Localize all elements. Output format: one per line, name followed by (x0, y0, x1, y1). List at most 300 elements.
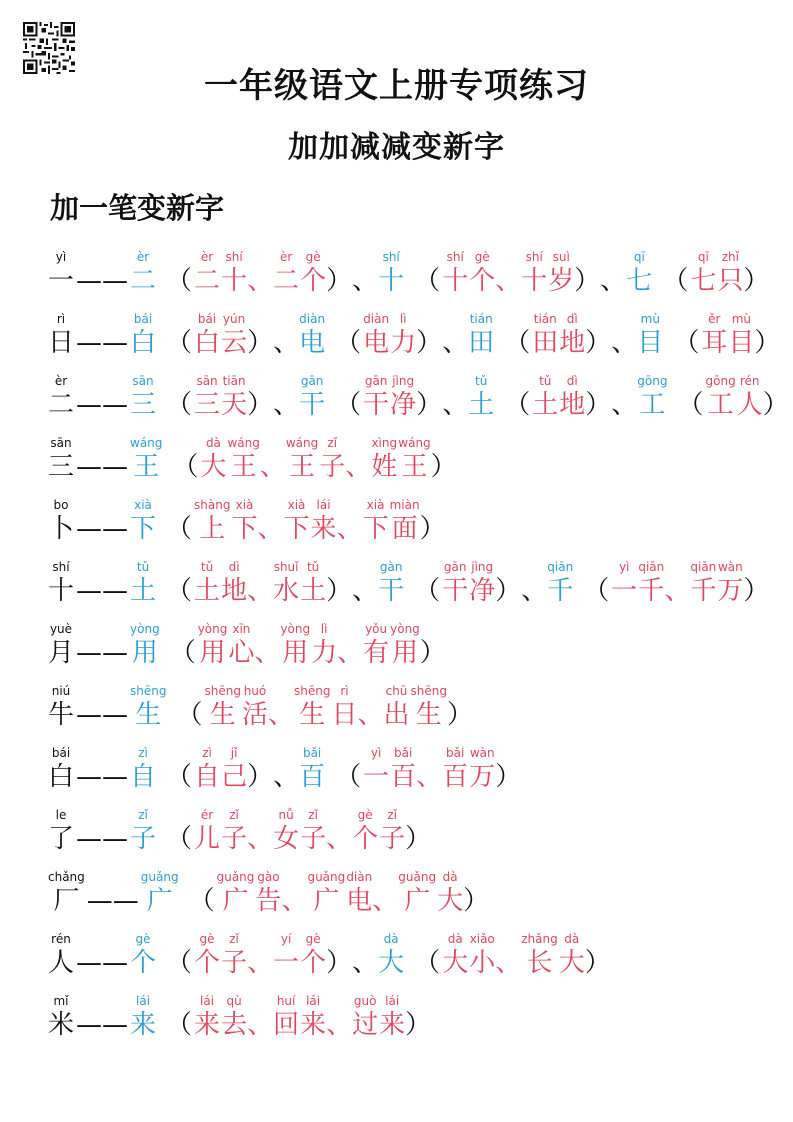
example-word (284, 498, 337, 546)
close-paren: ） (405, 1010, 432, 1040)
example-word (398, 870, 463, 918)
open-paren: （ (414, 576, 441, 606)
pinyin: guǎng (140, 870, 179, 884)
word-character (521, 250, 547, 298)
pinyin: gè (305, 932, 321, 946)
word-separator: 、 (357, 700, 384, 730)
pinyin: gān (443, 560, 467, 574)
close-paren: ） (584, 948, 611, 978)
pinyin: sān (50, 436, 72, 450)
example-word (363, 746, 416, 794)
example-word (194, 374, 247, 422)
hanzi: 了 (48, 824, 75, 854)
new-character (141, 870, 179, 918)
hanzi: 子 (221, 824, 248, 854)
word-character (280, 622, 310, 670)
example-word (521, 250, 574, 298)
new-character (626, 250, 652, 298)
pinyin: xiǎo (469, 932, 495, 946)
pinyin: rì (56, 312, 66, 326)
word-character (398, 436, 430, 484)
hanzi: 人 (48, 948, 75, 978)
new-character (299, 374, 325, 422)
dash-separator: —— (76, 514, 129, 544)
pinyin: tǔ (136, 560, 150, 574)
hanzi: 田 (532, 328, 559, 358)
hanzi: 万 (469, 762, 496, 792)
group-separator: 、 (521, 576, 548, 606)
close-paren: ） (326, 948, 353, 978)
group-separator: 、 (273, 762, 300, 792)
base-character (48, 560, 74, 608)
exercise-row (48, 732, 789, 794)
pinyin: wàn (469, 746, 495, 760)
dash-separator: —— (76, 700, 129, 730)
pinyin: dì (566, 312, 578, 326)
hanzi: 电 (299, 328, 326, 358)
pinyin: zǐ (387, 808, 397, 822)
pinyin: huó (243, 684, 267, 698)
example-word (363, 312, 416, 360)
hanzi: 三 (48, 452, 75, 482)
open-paren: （ (335, 390, 362, 420)
pinyin: guǎng (398, 870, 437, 884)
hanzi: 十 (48, 576, 75, 606)
new-character (299, 746, 325, 794)
exercise-row (48, 608, 789, 670)
pinyin: tǔ (475, 374, 488, 388)
new-character-group (352, 932, 611, 980)
group-separator: 、 (611, 328, 638, 358)
pinyin: rì (340, 684, 349, 698)
close-paren: ） (326, 266, 353, 296)
pinyin: zǐ (229, 932, 239, 946)
new-character (468, 312, 494, 360)
pinyin: ér (200, 808, 214, 822)
open-paren: （ (166, 1010, 193, 1040)
new-character-group (442, 374, 611, 422)
new-character-group (74, 560, 352, 608)
open-paren: （ (414, 948, 441, 978)
word-character (737, 374, 763, 422)
base-character (48, 870, 85, 918)
new-character (378, 250, 404, 298)
example-word (200, 436, 259, 484)
word-character (390, 622, 420, 670)
base-character (48, 436, 74, 484)
hanzi: 一 (273, 948, 300, 978)
hanzi: 生 (299, 700, 326, 730)
example-word (363, 622, 420, 670)
hanzi: 出 (383, 700, 410, 730)
hanzi: 田 (468, 328, 495, 358)
hanzi: 天 (221, 390, 248, 420)
word-character (198, 622, 228, 670)
new-character (637, 312, 663, 360)
hanzi: 千 (690, 576, 717, 606)
pinyin: chū (385, 684, 408, 698)
word-separator: 、 (495, 948, 522, 978)
hanzi: 来 (300, 1010, 327, 1040)
word-separator: 、 (247, 948, 274, 978)
new-character (299, 312, 325, 360)
pinyin: lái (136, 994, 151, 1008)
hanzi: 千 (638, 576, 665, 606)
word-character (194, 808, 220, 856)
hanzi: 去 (221, 1010, 248, 1040)
word-character (352, 808, 378, 856)
pinyin: gè (474, 250, 490, 264)
word-separator: 、 (247, 266, 274, 296)
word-character (194, 746, 220, 794)
pinyin: gè (135, 932, 151, 946)
base-character (48, 622, 74, 670)
hanzi: 活 (241, 700, 268, 730)
hanzi: 月 (48, 638, 75, 668)
hanzi: 王 (289, 452, 316, 482)
pinyin: zǐ (327, 436, 338, 450)
word-character (548, 250, 574, 298)
hanzi: 力 (311, 638, 338, 668)
word-character (363, 746, 389, 794)
dash-separator: —— (76, 1010, 129, 1040)
new-character (130, 932, 156, 980)
open-paren: （ (172, 452, 199, 482)
open-paren: （ (504, 390, 531, 420)
hanzi: 干 (299, 390, 326, 420)
word-character (717, 250, 743, 298)
pinyin: yì (370, 746, 382, 760)
word-character (363, 622, 389, 670)
word-separator: 、 (495, 266, 522, 296)
dash-separator: —— (76, 576, 129, 606)
exercise-list (48, 236, 789, 1042)
word-character (311, 498, 337, 546)
pinyin: wáng (227, 436, 260, 450)
pinyin: jìng (392, 374, 415, 388)
word-character (273, 250, 299, 298)
pinyin: èr (279, 250, 293, 264)
open-paren: （ (166, 514, 193, 544)
hanzi: 用 (282, 638, 309, 668)
open-paren: （ (677, 390, 704, 420)
open-paren: （ (335, 328, 362, 358)
word-character (217, 870, 255, 918)
word-character (390, 498, 420, 546)
word-character (319, 436, 345, 484)
word-character (442, 250, 468, 298)
base-character (48, 746, 74, 794)
hanzi: 大 (558, 948, 585, 978)
pinyin: gōng (637, 374, 668, 388)
exercise-row (48, 546, 789, 608)
word-character (194, 498, 230, 546)
new-character (130, 560, 156, 608)
section-heading: 加一笔变新字 (50, 191, 225, 225)
word-separator: 、 (336, 514, 363, 544)
example-word (273, 808, 326, 856)
hanzi: 下 (362, 514, 389, 544)
new-character-group (273, 312, 442, 360)
example-word (205, 684, 268, 732)
close-paren: ） (419, 514, 446, 544)
open-paren: （ (166, 948, 193, 978)
pinyin: tián (469, 312, 493, 326)
hanzi: 米 (48, 1010, 75, 1040)
example-word (690, 560, 743, 608)
close-paren: ） (416, 328, 443, 358)
hanzi: 电 (346, 886, 373, 916)
pinyin: shēng (410, 684, 447, 698)
pinyin: qī (633, 250, 645, 264)
example-word (371, 436, 430, 484)
hanzi: 白 (194, 328, 221, 358)
word-separator: 、 (259, 452, 286, 482)
pinyin: qiān (547, 560, 574, 574)
hanzi: 生 (209, 700, 236, 730)
pinyin: bo (53, 498, 69, 512)
pinyin: zǐ (138, 808, 148, 822)
word-character (379, 994, 405, 1042)
word-character (205, 684, 241, 732)
pinyin: mù (731, 312, 751, 326)
hanzi: 大 (437, 886, 464, 916)
word-character (221, 932, 247, 980)
pinyin: sān (132, 374, 154, 388)
word-separator: 、 (281, 886, 308, 916)
hanzi: 一 (611, 576, 638, 606)
new-character-group (74, 498, 446, 546)
exercise-row (48, 298, 789, 360)
pinyin: bǎi (394, 746, 413, 760)
pinyin: shí (52, 560, 70, 574)
new-character-group (273, 374, 442, 422)
pinyin: yì (55, 250, 67, 264)
word-character (194, 312, 220, 360)
word-character (469, 250, 495, 298)
pinyin: mù (640, 312, 660, 326)
pinyin: dà (447, 932, 463, 946)
word-character (706, 374, 736, 422)
pinyin: gān (364, 374, 388, 388)
new-character (378, 932, 404, 980)
pinyin: dà (564, 932, 580, 946)
hanzi: 下 (130, 514, 157, 544)
hanzi: 广 (146, 886, 173, 916)
base-character (48, 932, 74, 980)
hanzi: 王 (133, 452, 160, 482)
exercise-row (48, 918, 789, 980)
hanzi: 净 (390, 390, 417, 420)
word-character (559, 932, 585, 980)
pinyin: qù (226, 994, 242, 1008)
pinyin: yì (619, 560, 630, 574)
word-character (398, 870, 436, 918)
base-character (48, 498, 74, 546)
hanzi: 子 (300, 824, 327, 854)
word-character (346, 870, 372, 918)
group-separator: 、 (442, 328, 469, 358)
word-separator: 、 (254, 638, 281, 668)
word-character (221, 250, 247, 298)
hanzi: 大 (200, 452, 227, 482)
word-separator: 、 (416, 762, 443, 792)
pinyin: lái (200, 994, 215, 1008)
pinyin: zǐ (229, 808, 239, 822)
hanzi: 个 (300, 948, 327, 978)
hanzi: 广 (404, 886, 431, 916)
new-character-group (74, 312, 273, 360)
hanzi: 只 (717, 266, 744, 296)
hanzi: 用 (199, 638, 226, 668)
hanzi: 日 (48, 328, 75, 358)
hanzi: 岁 (548, 266, 575, 296)
example-word (442, 250, 495, 298)
word-character (300, 932, 326, 980)
dash-separator: —— (76, 948, 129, 978)
pinyin: wàn (717, 560, 743, 574)
hanzi: 过 (352, 1010, 379, 1040)
example-word (194, 932, 247, 980)
word-character (390, 312, 416, 360)
example-word (194, 250, 247, 298)
word-separator: 、 (247, 1010, 274, 1040)
example-word (521, 932, 585, 980)
dash-separator: —— (76, 638, 129, 668)
word-character (717, 560, 743, 608)
hanzi: 耳 (701, 328, 728, 358)
hanzi: 生 (415, 700, 442, 730)
example-word (294, 684, 357, 732)
close-paren: ） (247, 328, 274, 358)
hanzi: 日 (331, 700, 358, 730)
example-word (273, 560, 326, 608)
word-character (390, 374, 416, 422)
hanzi: 千 (547, 576, 574, 606)
hanzi: 广 (222, 886, 249, 916)
hanzi: 七 (626, 266, 653, 296)
pinyin: ěr (708, 312, 721, 326)
word-character (559, 312, 585, 360)
pinyin: qiān (638, 560, 665, 574)
word-character (194, 994, 220, 1042)
word-character (273, 808, 299, 856)
exercise-row (48, 980, 789, 1042)
word-separator: 、 (337, 638, 364, 668)
base-character (48, 808, 74, 856)
close-paren: ） (743, 576, 770, 606)
pinyin: yòng (197, 622, 228, 636)
hanzi: 二 (194, 266, 221, 296)
word-character (194, 374, 220, 422)
pinyin: qī (697, 250, 709, 264)
new-character (130, 622, 160, 670)
word-character (469, 746, 495, 794)
open-paren: （ (176, 700, 203, 730)
group-separator: 、 (442, 390, 469, 420)
hanzi: 个 (194, 948, 221, 978)
hanzi: 心 (228, 638, 255, 668)
word-character (411, 684, 447, 732)
pinyin: huí (276, 994, 296, 1008)
close-paren: ） (416, 390, 443, 420)
close-paren: ） (495, 576, 522, 606)
word-character (379, 808, 405, 856)
pinyin: jìng (471, 560, 494, 574)
group-separator: 、 (352, 266, 379, 296)
hanzi: 土 (194, 576, 221, 606)
example-word (442, 932, 495, 980)
hanzi: 面 (391, 514, 418, 544)
hanzi: 目 (637, 328, 664, 358)
hanzi: 工 (707, 390, 734, 420)
new-character (637, 374, 667, 422)
example-word (706, 374, 763, 422)
word-character (311, 622, 337, 670)
pinyin: tǔ (539, 374, 552, 388)
new-character (130, 684, 166, 732)
new-character (378, 560, 404, 608)
word-character (194, 560, 220, 608)
hanzi: 长 (526, 948, 553, 978)
close-paren: ） (743, 266, 770, 296)
new-character (130, 746, 156, 794)
open-paren: （ (504, 328, 531, 358)
page-title: 一年级语文上册专项练习 (204, 66, 589, 106)
close-paren: ） (754, 328, 781, 358)
word-character (638, 560, 664, 608)
open-paren: （ (188, 886, 215, 916)
pinyin: shàng (194, 498, 231, 512)
hanzi: 有 (363, 638, 390, 668)
pinyin: xìng (371, 436, 398, 450)
pinyin: guò (353, 994, 377, 1008)
example-word (198, 622, 255, 670)
pinyin: diàn (346, 870, 373, 884)
pinyin: qiān (690, 560, 717, 574)
close-paren: ） (762, 390, 789, 420)
open-paren: （ (166, 390, 193, 420)
pinyin: dì (228, 560, 240, 574)
pinyin: nǚ (278, 808, 294, 822)
word-character (273, 994, 299, 1042)
word-character (701, 312, 727, 360)
word-character (352, 994, 378, 1042)
hanzi: 来 (194, 1010, 221, 1040)
group-separator: 、 (352, 948, 379, 978)
pinyin: lái (306, 994, 321, 1008)
page-subtitle: 加加减减变新字 (288, 130, 505, 165)
example-word (363, 498, 420, 546)
pinyin: yòng (280, 622, 311, 636)
hanzi: 地 (559, 390, 586, 420)
example-word (532, 374, 585, 422)
pinyin: bái (133, 312, 153, 326)
word-character (690, 560, 716, 608)
dash-separator: —— (76, 824, 129, 854)
hanzi: 百 (390, 762, 417, 792)
new-character-group (611, 312, 780, 360)
hanzi: 大 (378, 948, 405, 978)
example-word (194, 994, 247, 1042)
close-paren: ） (585, 390, 612, 420)
close-paren: ） (463, 886, 490, 916)
group-separator: 、 (600, 266, 627, 296)
example-word (701, 312, 754, 360)
word-character (363, 312, 389, 360)
word-character (242, 684, 268, 732)
hanzi: 地 (221, 576, 248, 606)
